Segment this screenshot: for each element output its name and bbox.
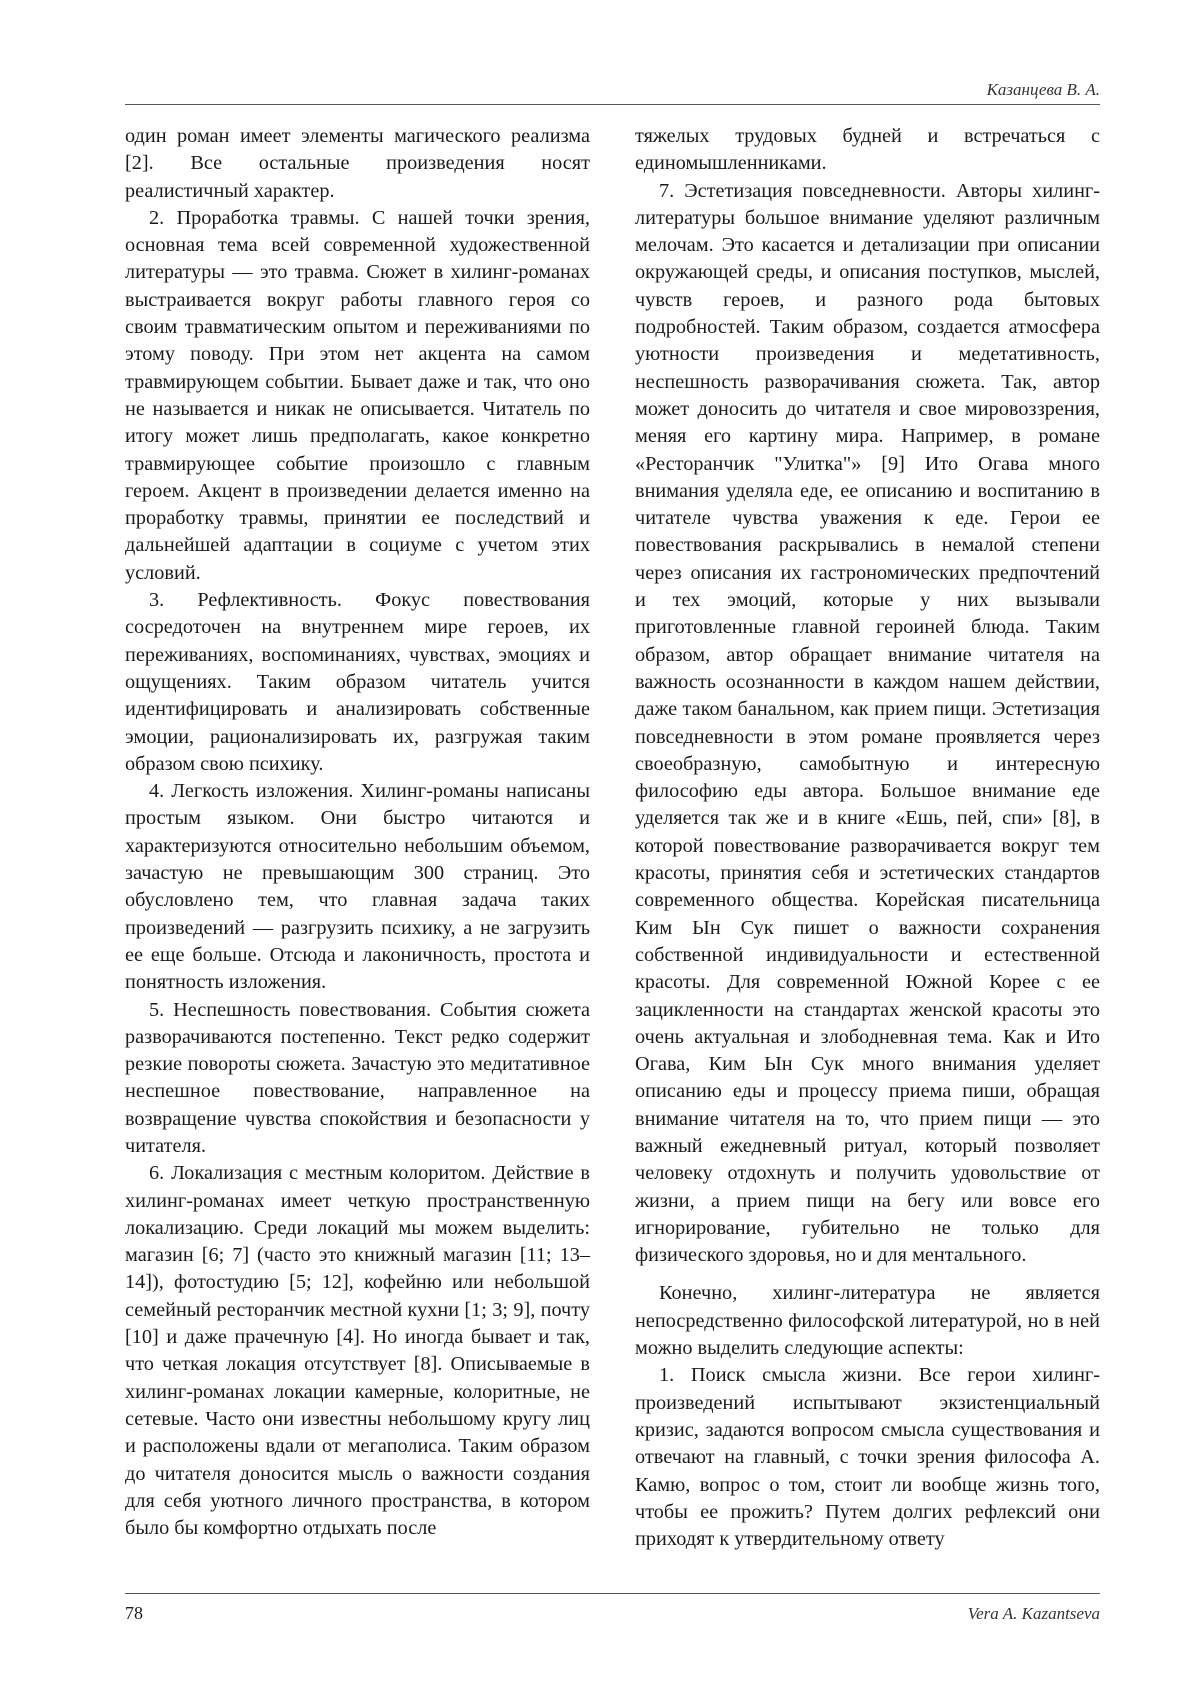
page-number: 78 xyxy=(125,1603,143,1623)
paragraph: 5. Неспешность повествования. События сюжета разворачиваются постепенно. Текст редко содержит резкие повороты сюжета. Зачастую это медитативное неспешное повествование, направленное на возвращение чувства спокойствия и безопасности у читателя. xyxy=(125,998,590,1157)
footer-rule xyxy=(125,1593,1100,1594)
paragraph: 1. Поиск смысла жизни. Все герои хилинг-произведений испытывают экзистенциальный кризис, задаются вопросом смысла существования и отвечают на главный, с точки зрения философа А. Камю, вопрос о том, стоит ли вообще жизнь того, чтобы ее прожить? Путем долгих рефлексий они приходят к утвердительному ответу xyxy=(635,1364,1100,1551)
body-columns xyxy=(125,123,1100,1583)
paragraph: 3. Рефлективность. Фокус повествования сосредоточен на внутреннем мире героев, их переживаниях, воспоминаниях, чувствах, эмоциях и ощущениях. Таким образом читатель учится идентифицировать и анализировать собственные эмоции, рационализировать их, разгружая таким образом свою психику. xyxy=(125,589,590,775)
paragraph: 2. Проработка травмы. С нашей точки зрения, основная тема всей современной художественной литературы — это травма. Сюжет в хилинг-романах выстраивается вокруг работы главного героя со своим травматическим опытом и переживаниями по этому поводу. При этом нет акцента на самом травмирующем событии. Бывает даже и так, что оно не называется и никак не описывается. Читатель по итогу может лишь предполагать, какое конкретно травмирующее событие произошло с главным героем. Акцент в произведении делается именно на проработку травмы, принятии ее последствий и дальнейшей адаптации в социуме с учетом этих условий. xyxy=(125,206,590,584)
paragraph: 7. Эстетизация повседневности. Авторы хилинг-литературы большое внимание уделяют различным мелочам. Это касается и детализации при описании окружающей среды, и описания поступков, мыслей, чувств героев, и разного рода бытовых подробностей. Таким образом, создается атмосфера уютности произведения и медетативность, неспешность разворачивания сюжета. Так, автор может доносить до читателя и свое мировоззрения, меняя его картину мира. Например, в романе «Ресторанчик "Улитка"» [9] Ито Огава много внимания уделяла еде, ее описанию и воспитанию в читателе чувства уважения к еде. Герои ее повествования раскрывались в немалой степени через описания их гастрономических предпочтений и тех эмоций, которые у них вызывали приготовленные главной героиней блюда. Таким образом, автор обращает внимание читателя на важность осознанности в каждом нашем действии, даже таком банальном, как прием пищи. Эстетизация повседневности в этом романе проявляется через своеобразную, самобытную и интересную философию еды автора. Большое внимание еде уделяется так же и в книге «Ешь, пей, спи» [8], в которой повествование разворачивается вокруг тем красоты, принятия себя и эстетических стандартов современного общества. Корейская писательница Ким Ын Сук пишет о важности сохранения собственной индивидуальности и естественной красоты. Для современной Южной Корее с ее зацикленности на стандартах женской красоты это очень актуальная и злободневная тема. Как и Ито Огава, Ким Ын Сук много внимания уделяет описанию еды и процессу приема пиши, обращая внимание читателя на то, что прием пищи — это важный ежедневный ритуал, который позволяет человеку отдохнуть и получить удовольствие от жизни, а прием пищи на бегу или вовсе его игнорирование, губительно не только для физического здоровья, но и для ментального. xyxy=(635,179,1100,1267)
paragraph: 4. Легкость изложения. Хилинг-романы написаны простым языком. Они быстро читаются и характеризуются относительно небольшим объемом, зачастую не превышающим 300 страниц. Это обусловлено тем, что главная задача таких произведений — разгрузить психику, а не загрузить ее еще больше. Отсюда и лаконичность, простота и понятность изложения. xyxy=(125,780,590,994)
paragraph: Конечно, хилинг-литература не является непосредственно философской литературой, но в ней можно выделить следующие аспекты: xyxy=(635,1282,1100,1360)
paragraph: тяжелых трудовых будней и встречаться с единомышленниками. xyxy=(635,125,1100,175)
left-column xyxy=(125,123,590,1542)
right-column xyxy=(635,123,1100,1553)
paragraph: 6. Локализация с местным колоритом. Действие в хилинг-романах имеет четкую пространственную локализацию. Среди локаций мы можем выделить: магазин [6; 7] (часто это книжный магазин [11; 13–14]), фотостудию [5; 12], кофейню или небольшой семейный ресторанчик местной кухни [1; 3; 9], почту [10] и даже прачечную [4]. Но иногда бывает и так, что четкая локация отсутствует [8]. Описываемые в хилинг-романах локации камерные, колоритные, не сетевые. Часто они известны небольшому кругу лиц и расположены вдали от мегаполиса. Таким образом до читателя доносится мысль о важности создания для себя уютного личного пространства, в котором было бы комфортно отдыхать после xyxy=(125,1162,590,1540)
running-header xyxy=(125,80,1100,105)
paragraph: один роман имеет элементы магического реализма [2]. Все остальные произведения носят реалистичный характер. xyxy=(125,125,590,202)
footer-author: Vera A. Kazantseva xyxy=(967,1604,1100,1623)
header-author: Казанцева В. А. xyxy=(986,80,1100,99)
